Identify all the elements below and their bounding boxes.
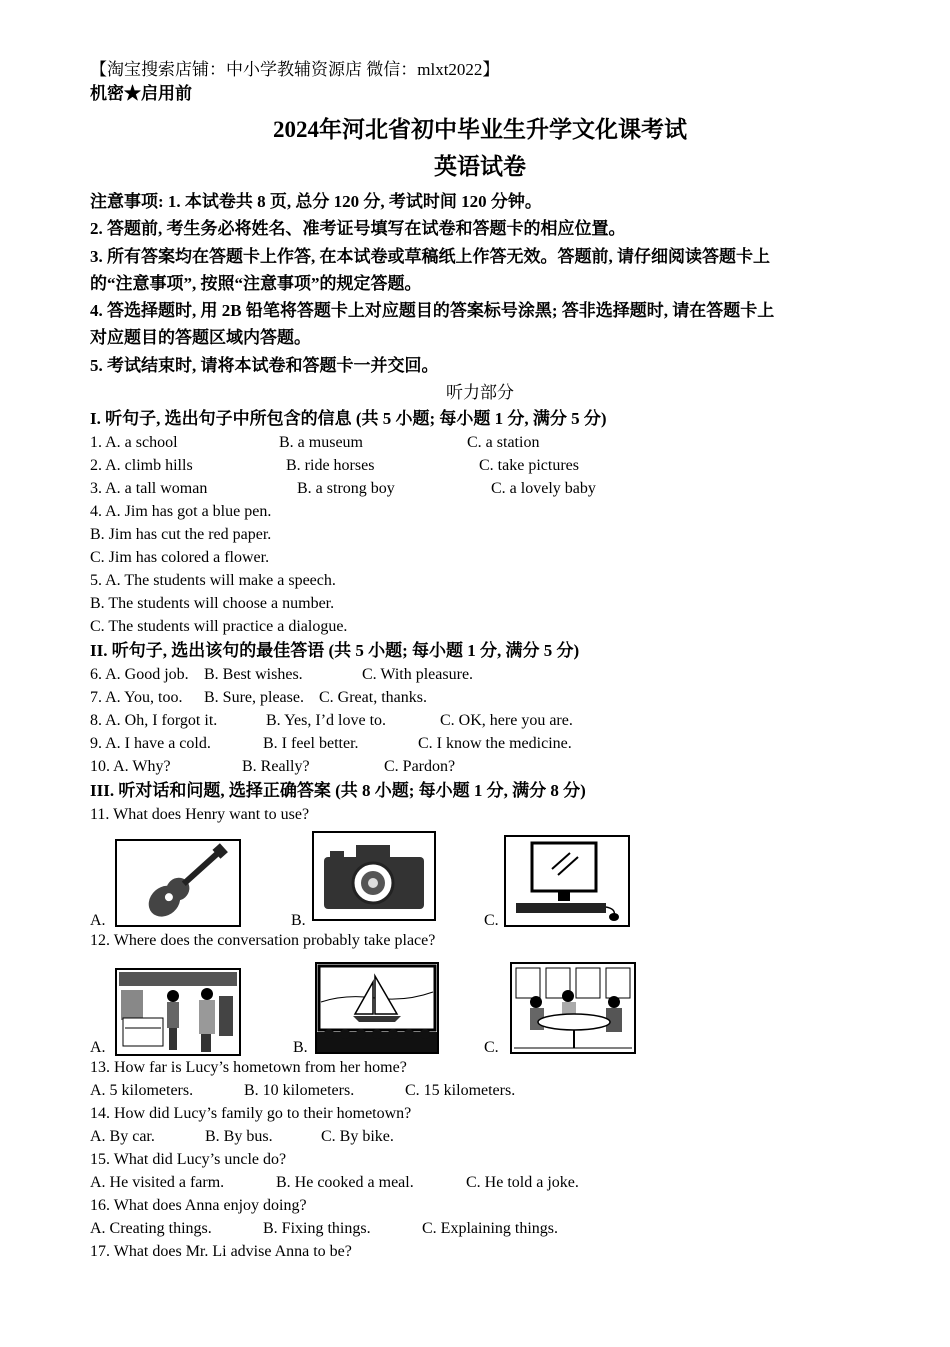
picture-label-a: A.: [90, 912, 106, 930]
option-b: B. Yes, I’d love to.: [266, 712, 387, 730]
question-4-option-b: B. Jim has cut the red paper.: [90, 526, 272, 544]
option-b: B. a museum: [279, 434, 363, 452]
exam-page: [90, 58, 870, 1263]
note-line: 5. 考试结束时, 请将本试卷和答题卡一并交回。: [90, 355, 439, 375]
option-c: C. I know the medicine.: [418, 735, 572, 753]
note-line: 4. 答选择题时, 用 2B 铅笔将答题卡上对应题目的答案标号涂黑; 答非选择题时, 请在答题卡上: [90, 301, 775, 321]
restaurant-scene: [510, 962, 636, 1054]
question-7: [90, 686, 870, 709]
option-a: A. Creating things.: [90, 1220, 212, 1238]
question-15-options: [90, 1171, 870, 1194]
option-c: C. OK, here you are.: [440, 712, 573, 730]
note-line: 注意事项: 1. 本试卷共 8 页, 总分 120 分, 考试时间 120 分钟。: [90, 192, 542, 211]
listening-heading: 听力部分: [446, 383, 514, 403]
question-1: [90, 431, 870, 454]
option-a: A. By car.: [90, 1128, 155, 1146]
camera-icon: [312, 831, 436, 921]
option-c: C. He told a joke.: [466, 1174, 579, 1192]
question-4-option-c: C. Jim has colored a flower.: [90, 549, 270, 567]
option-c: C. a lovely baby: [491, 480, 596, 498]
option-a: 1. A. a school: [90, 434, 178, 452]
option-a: 10. A. Why?: [90, 758, 171, 776]
option-b: B. Really?: [242, 758, 310, 776]
option-a: 3. A. a tall woman: [90, 480, 208, 498]
exam-title: 2024年河北省初中毕业生升学文化课考试: [273, 117, 687, 142]
question-5-option-b: B. The students will choose a number.: [90, 595, 335, 613]
exam-subtitle: 英语试卷: [434, 154, 526, 179]
question-8: [90, 709, 870, 732]
section-3-heading: III. 听对话和问题, 选择正确答案 (共 8 小题; 每小题 1 分, 满分 8 分): [90, 781, 586, 801]
picture-label-a: A.: [90, 1039, 106, 1057]
question-12-text: 12. Where does the conversation probably take place?: [90, 932, 436, 950]
question-5-option-a: 5. A. The students will make a speech.: [90, 572, 336, 590]
option-a: 7. A. You, too.: [90, 689, 183, 707]
note-line: 对应题目的答题区域内答题。: [90, 328, 311, 348]
promo-line: 【淘宝搜索店铺：中小学教辅资源店 微信：mlxt2022】: [90, 60, 500, 79]
picture-label-c: C.: [484, 912, 499, 930]
option-a: 8. A. Oh, I forgot it.: [90, 712, 218, 730]
question-6: [90, 663, 870, 686]
store-scene: [115, 968, 241, 1056]
option-b: B. 10 kilometers.: [244, 1082, 355, 1100]
question-14-options: [90, 1125, 870, 1148]
option-b: B. Best wishes.: [204, 666, 303, 684]
question-13-text: 13. How far is Lucy’s hometown from her home?: [90, 1059, 407, 1077]
picture-label-c: C.: [484, 1039, 499, 1057]
question-11-text: 11. What does Henry want to use?: [90, 806, 310, 824]
option-b: B. Sure, please.: [204, 689, 304, 707]
picture-label-b: B.: [293, 1039, 308, 1057]
note-line: 的“注意事项”, 按照“注意事项”的规定答题。: [90, 273, 422, 293]
option-b: B. By bus.: [205, 1128, 273, 1146]
question-5-option-c: C. The students will practice a dialogue.: [90, 618, 348, 636]
note-line: 2. 答题前, 考生务必将姓名、准考证号填写在试卷和答题卡的相应位置。: [90, 219, 626, 239]
section-2-heading: II. 听句子, 选出该句的最佳答语 (共 5 小题; 每小题 1 分, 满分 5 分): [90, 641, 580, 661]
option-b: B. Fixing things.: [263, 1220, 371, 1238]
section-1-heading: I. 听句子, 选出句子中所包含的信息 (共 5 小题; 每小题 1 分, 满分 5 分): [90, 409, 607, 429]
note-line: 3. 所有答案均在答题卡上作答, 在本试卷或草稿纸上作答无效。答题前, 请仔细阅读答题卡上: [90, 246, 770, 266]
option-c: C. Pardon?: [384, 758, 456, 776]
option-b: B. ride horses: [286, 457, 375, 475]
question-12-pictures: [90, 952, 870, 1056]
question-13-options: [90, 1079, 870, 1102]
option-a: 2. A. climb hills: [90, 457, 193, 475]
option-c: C. take pictures: [479, 457, 579, 475]
option-c: C. By bike.: [321, 1128, 394, 1146]
notes-block: [90, 188, 870, 379]
question-15-text: 15. What did Lucy’s uncle do?: [90, 1151, 287, 1169]
computer-icon: [504, 835, 630, 927]
question-17-text: 17. What does Mr. Li advise Anna to be?: [90, 1243, 352, 1261]
question-16-options: [90, 1217, 870, 1240]
secret-label: 机密★启用前: [90, 84, 192, 103]
option-c: C. Great, thanks.: [319, 689, 427, 707]
option-c: C. With pleasure.: [362, 666, 474, 684]
option-c: C. 15 kilometers.: [405, 1082, 516, 1100]
question-10: [90, 755, 870, 778]
question-14-text: 14. How did Lucy’s family go to their hometown?: [90, 1105, 412, 1123]
picture-label-b: B.: [291, 912, 306, 930]
option-b: B. I feel better.: [263, 735, 359, 753]
question-11-pictures: [90, 826, 870, 929]
option-c: C. Explaining things.: [422, 1220, 558, 1238]
question-4-option-a: 4. A. Jim has got a blue pen.: [90, 503, 272, 521]
option-a: 9. A. I have a cold.: [90, 735, 211, 753]
question-9: [90, 732, 870, 755]
guitar-icon: [115, 839, 241, 927]
cinema-scene: [315, 962, 439, 1054]
option-a: A. 5 kilometers.: [90, 1082, 194, 1100]
question-2: [90, 454, 870, 477]
option-a: 6. A. Good job.: [90, 666, 189, 684]
option-b: B. a strong boy: [297, 480, 395, 498]
option-c: C. a station: [467, 434, 540, 452]
option-b: B. He cooked a meal.: [276, 1174, 414, 1192]
question-3: [90, 477, 870, 500]
option-a: A. He visited a farm.: [90, 1174, 225, 1192]
question-16-text: 16. What does Anna enjoy doing?: [90, 1197, 307, 1215]
